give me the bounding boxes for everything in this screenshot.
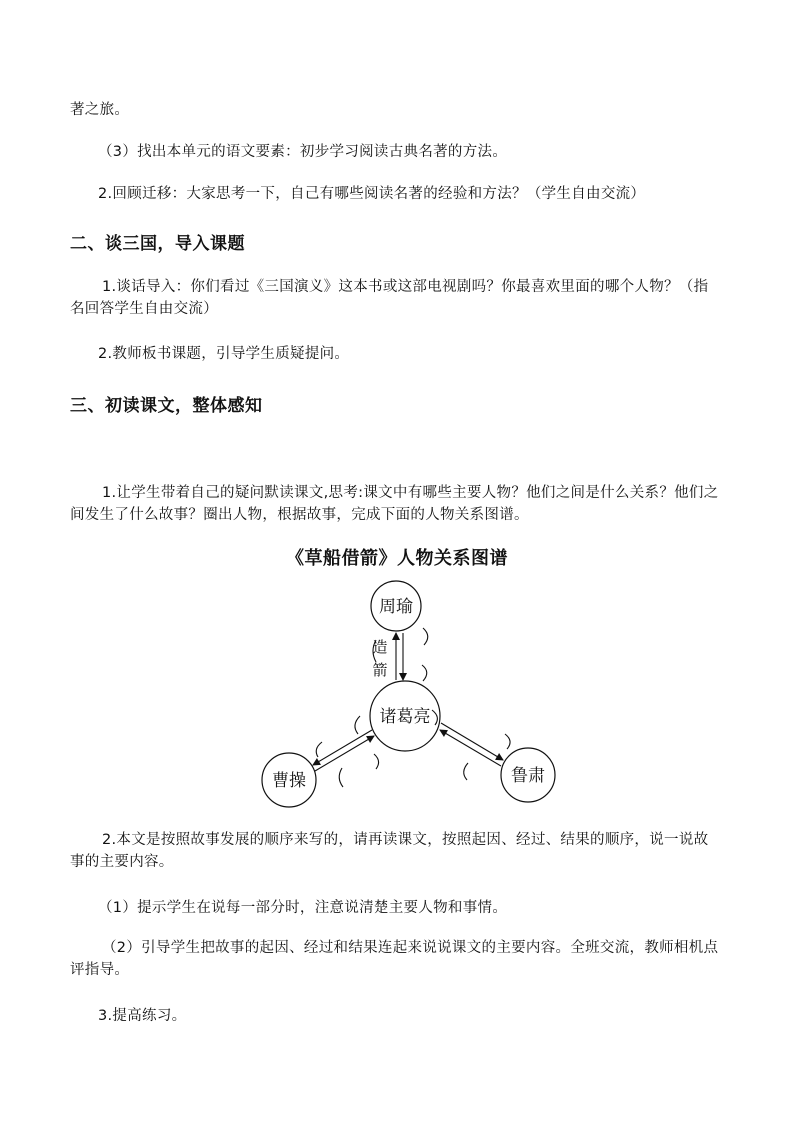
arrow-zhugeliang-to-lusu <box>441 723 503 760</box>
node-label-lusu: 鲁肃 <box>511 766 545 786</box>
bracket-left-lower-1 <box>374 754 379 769</box>
bracket-right-lower <box>464 763 468 780</box>
bracket-left-lower-2 <box>339 768 343 787</box>
paragraph-board-title: 2.教师板书课题，引导学生质疑提问。 <box>98 346 350 362</box>
paragraph-item-3: （3）找出本单元的语文要素：初步学习阅读古典名著的方法。 <box>98 144 508 160</box>
edge-label-zao: 造 <box>372 638 388 656</box>
node-label-caocao: 曹操 <box>272 771 306 791</box>
paragraph-continuation: 著之旅。 <box>70 102 130 118</box>
paragraph-review: 2.回顾迁移：大家思考一下，自己有哪些阅读名著的经验和方法？（学生自由交流） <box>98 186 646 202</box>
node-label-zhugeliang: 诸葛亮 <box>379 707 431 727</box>
bracket-right-1 <box>423 628 428 645</box>
bracket-mid-left <box>355 716 360 734</box>
bracket-right-2 <box>422 665 427 681</box>
section-heading-2: 二、谈三国，导入课题 <box>70 234 245 254</box>
arrow-caocao-to-zhugeliang <box>315 736 374 771</box>
node-label-zhouyu: 周瑜 <box>379 597 413 617</box>
arrow-lusu-to-zhugeliang <box>440 730 501 766</box>
arrow-zhugeliang-to-caocao <box>313 730 372 765</box>
bracket-right-upper <box>505 734 510 749</box>
diagram-title: 《草船借箭》人物关系图谱 <box>286 548 508 569</box>
edge-label-jian: 箭 <box>372 661 388 679</box>
paragraph-step-1: （1）提示学生在说每一部分时，注意说清楚主要人物和事情。 <box>98 900 508 916</box>
paragraph-practice: 3.提高练习。 <box>98 1008 187 1024</box>
bracket-mid-right <box>432 710 437 725</box>
bracket-left-upper <box>316 742 322 757</box>
paragraph-story-order: 2.本文是按照故事发展的顺序来写的，请再读课文，按照起因、经过、结果的顺序，说一说故事的主要内容。 <box>70 832 709 870</box>
paragraph-intro-talk: 1.谈话导入：你们看过《三国演义》这本书或这部电视剧吗？你最喜欢里面的哪个人物？（指名回答学生自由交流） <box>70 279 709 317</box>
section-heading-3: 三、初读课文，整体感知 <box>70 396 263 416</box>
paragraph-read-task: 1.让学生带着自己的疑问默读课文,思考:课文中有哪些主要人物？他们之间是什么关系？他们之间发生了什么故事？圈出人物，根据故事，完成下面的人物关系图谱。 <box>70 485 719 523</box>
paragraph-step-2: （2）引导学生把故事的起因、经过和结果连起来说说课文的主要内容。全班交流，教师相机点评指导。 <box>70 940 719 978</box>
